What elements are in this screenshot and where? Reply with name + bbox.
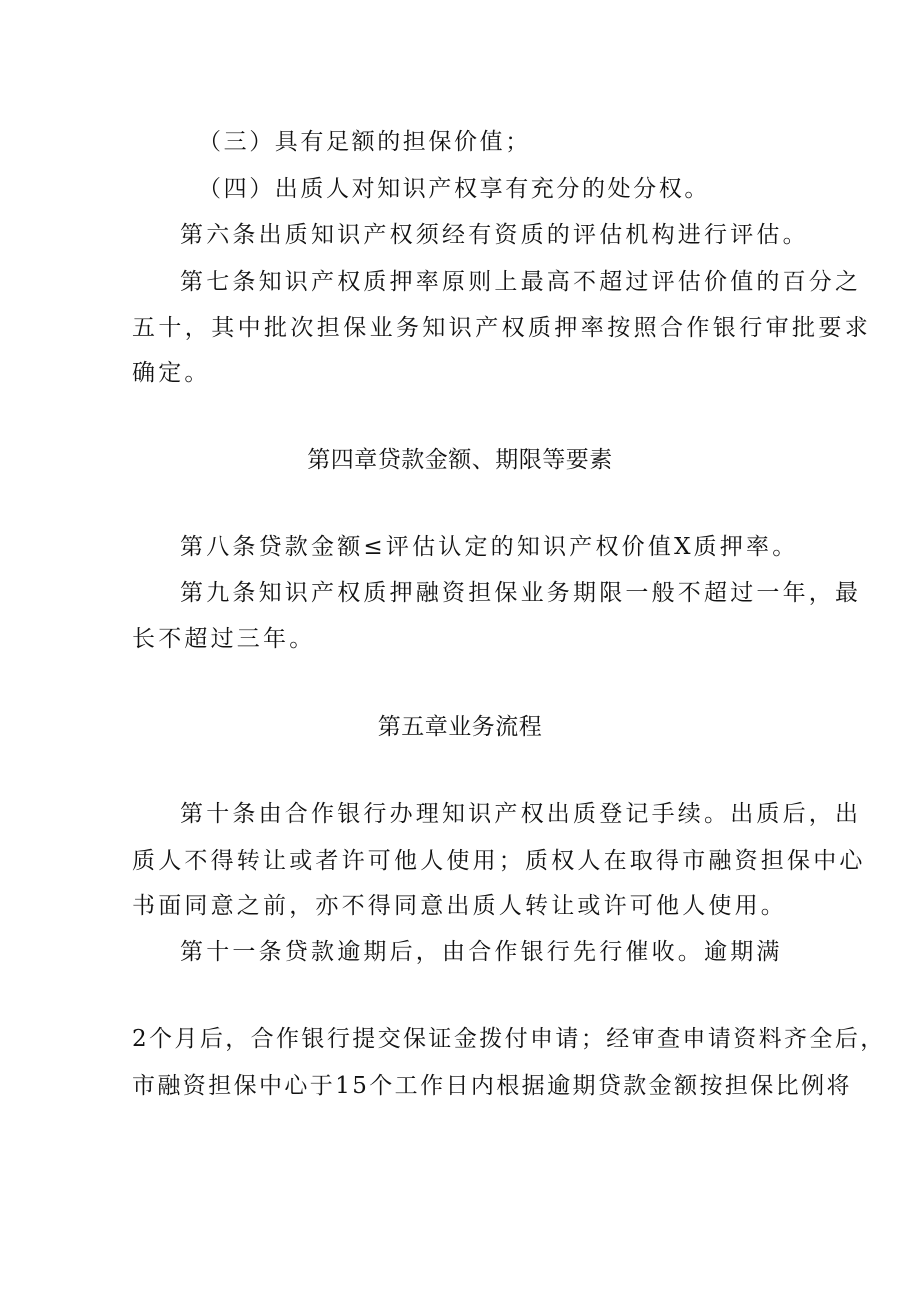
article-11-line-3: 市融资担保中心于15个工作日内根据逾期贷款金额按担保比例将 (132, 1073, 852, 1099)
chapter-5-heading: 第五章业务流程 (377, 714, 543, 739)
article-11-line-1: 第十一条贷款逾期后，由合作银行先行催收。逾期满 (180, 939, 783, 965)
article-7-line-2: 五十，其中批次担保业务知识产权质押率按照合作银行审批要求 (132, 315, 872, 341)
article-11-line-2: 2个月后，合作银行提交保证金拨付申请；经审查申请资料齐全后， (132, 1026, 886, 1052)
chapter-4-heading: 第四章贷款金额、期限等要素 (307, 447, 613, 472)
article-10-line-2: 质人不得转让或者许可他人使用；质权人在取得市融资担保中心 (132, 848, 866, 874)
article-10-line-3: 书面同意之前，亦不得同意出质人转让或许可他人使用。 (132, 893, 787, 919)
clause-item-4: （四）出质人对知识产权享有充分的处分权。 (198, 176, 710, 202)
article-9-line-2: 长不超过三年。 (132, 626, 316, 652)
article-8: 第八条贷款金额≤评估认定的知识产权价值X质押率。 (180, 534, 799, 560)
article-6: 第六条出质知识产权须经有资质的评估机构进行评估。 (180, 222, 809, 248)
clause-item-3: （三）具有足额的担保价值； (198, 129, 531, 155)
article-10-line-1: 第十条由合作银行办理知识产权出质登记手续。出质后，出 (180, 801, 862, 827)
article-9-line-1: 第九条知识产权质押融资担保业务期限一般不超过一年，最 (180, 580, 862, 606)
article-7-line-3: 确定。 (132, 360, 211, 386)
article-7-line-1: 第七条知识产权质押率原则上最高不超过评估价值的百分之 (180, 269, 862, 295)
